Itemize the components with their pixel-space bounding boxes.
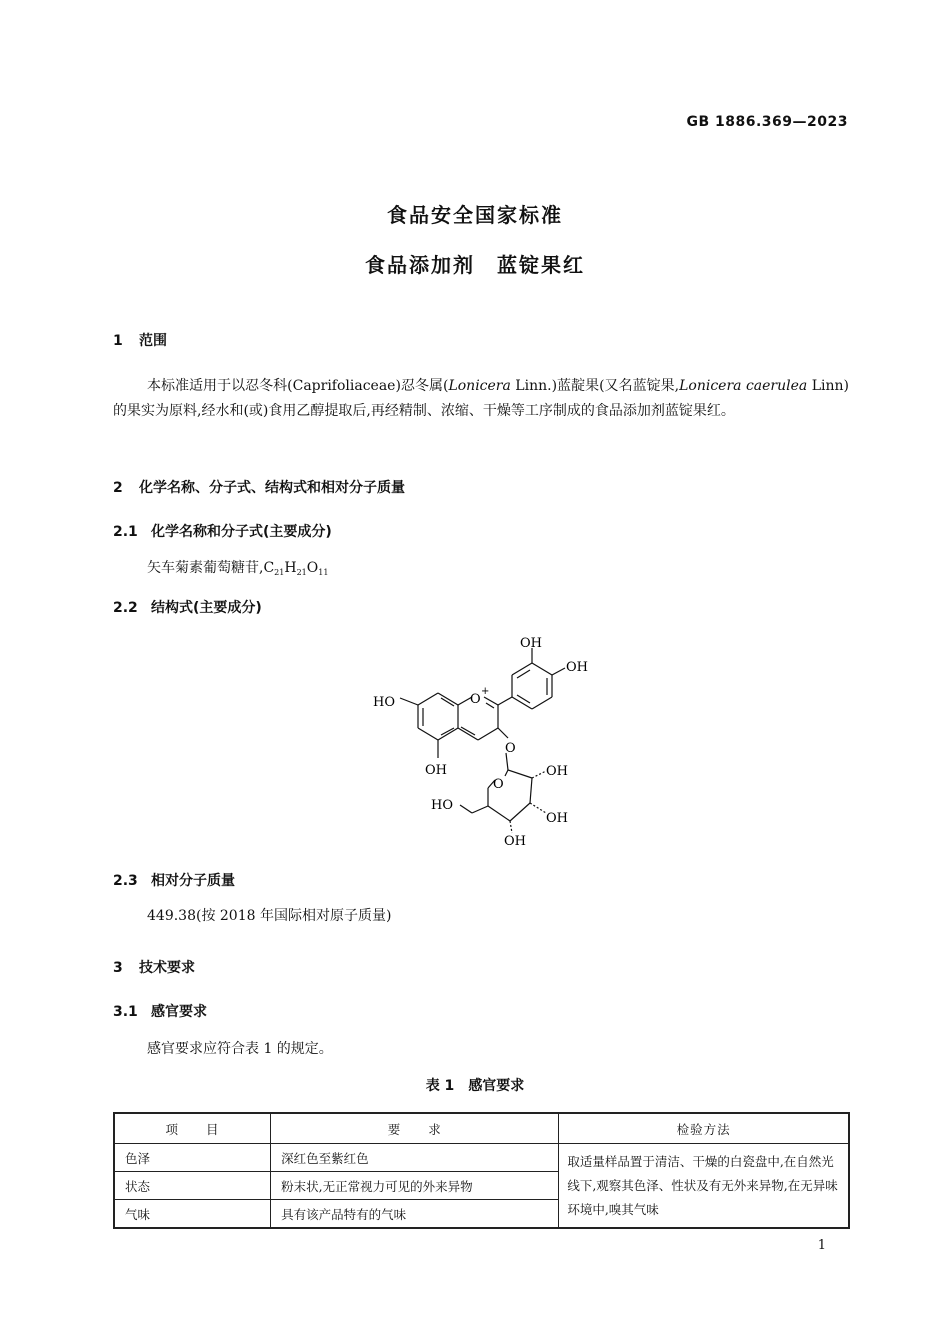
label-o-ring: O xyxy=(493,777,504,792)
row-item: 气味 xyxy=(114,1200,271,1229)
label-ho-left: HO xyxy=(373,695,395,710)
table-title: 感官要求 xyxy=(468,1078,525,1094)
section-title: 化学名称和分子式(主要成分) xyxy=(151,524,332,540)
label-oh-bottom: OH xyxy=(425,763,447,778)
scope-paragraph xyxy=(113,374,849,424)
chemical-name-formula xyxy=(147,557,328,577)
table-number: 表 1 xyxy=(425,1078,455,1094)
document-title: 食品安全国家标准 xyxy=(387,203,563,227)
scope-text-2: Linn.)蓝靛果(又名蓝锭果, xyxy=(510,378,680,394)
row-item: 状态 xyxy=(114,1172,271,1200)
section-2-2-heading xyxy=(113,597,262,617)
standard-code: GB 1886.369—2023 xyxy=(686,114,848,130)
table-caption xyxy=(0,1075,950,1095)
scope-text-1: 本标准适用于以忍冬科(Caprifoliaceae)忍冬属( xyxy=(147,378,449,394)
row-requirement: 深红色至紫红色 xyxy=(271,1144,559,1172)
molecular-mass: 449.38(按 2018 年国际相对原子质量) xyxy=(147,908,392,924)
label-oh-right: OH xyxy=(566,660,588,675)
row-requirement: 粉末状,无正常视力可见的外来异物 xyxy=(271,1172,559,1200)
page-number: 1 xyxy=(817,1238,826,1253)
table-row xyxy=(114,1144,849,1172)
section-number: 2.1 xyxy=(113,524,138,540)
label-o-plus: O xyxy=(470,692,481,707)
genus-name: Lonicera xyxy=(448,378,511,394)
molecular-formula: $C_{21}H_{21}O_{11}$ xyxy=(263,560,329,577)
section-2-heading xyxy=(113,477,405,497)
scope-text-3: Linn)的果实为原料,经水和(或)食用乙醇提取后,再经精制、浓缩、干燥等工序制成的食品添加剂蓝锭果红。 xyxy=(113,378,849,419)
label-ho-sugar: HO xyxy=(431,798,453,813)
section-1-heading xyxy=(113,330,167,350)
sensory-requirement-text: 感官要求应符合表 1 的规定。 xyxy=(147,1041,333,1057)
header-requirement: 要 求 xyxy=(271,1113,559,1144)
section-title: 感官要求 xyxy=(151,1004,207,1020)
section-title: 结构式(主要成分) xyxy=(151,600,262,616)
section-2-3-heading xyxy=(113,870,235,890)
structural-formula xyxy=(360,628,600,853)
document-subtitle: 食品添加剂 蓝锭果红 xyxy=(365,253,585,277)
header-method: 检验方法 xyxy=(559,1113,849,1144)
header-item: 项 目 xyxy=(114,1113,271,1144)
section-number: 3 xyxy=(113,960,123,976)
section-number: 3.1 xyxy=(113,1004,138,1020)
section-number: 2.3 xyxy=(113,873,138,889)
section-3-1-heading xyxy=(113,1001,207,1021)
section-number: 1 xyxy=(113,333,123,349)
row-item: 色泽 xyxy=(114,1144,271,1172)
label-oh-top: OH xyxy=(520,636,542,651)
chemical-name: 矢车菊素葡萄糖苷, xyxy=(147,560,264,576)
section-title: 范围 xyxy=(139,333,167,349)
test-method: 取适量样品置于清洁、干燥的白瓷盘中,在自然光线下,观察其色泽、性状及有无外来异物,在无异味环境中,嗅其气味 xyxy=(559,1144,849,1229)
species-name: Lonicera caerulea xyxy=(679,378,808,394)
label-oh-sugar-r2: OH xyxy=(546,811,568,826)
section-3-heading xyxy=(113,957,195,977)
section-number: 2 xyxy=(113,480,123,496)
label-oh-sugar-b: OH xyxy=(504,834,526,849)
row-requirement: 具有该产品特有的气味 xyxy=(271,1200,559,1229)
label-o-link: O xyxy=(505,741,516,756)
section-title: 化学名称、分子式、结构式和相对分子质量 xyxy=(139,480,405,496)
section-title: 相对分子质量 xyxy=(151,873,235,889)
table-header-row xyxy=(114,1113,849,1144)
label-plus: + xyxy=(481,686,490,697)
section-number: 2.2 xyxy=(113,600,138,616)
section-title: 技术要求 xyxy=(139,960,195,976)
section-2-1-heading xyxy=(113,521,332,541)
label-oh-sugar-r1: OH xyxy=(546,764,568,779)
sensory-table xyxy=(113,1112,850,1229)
